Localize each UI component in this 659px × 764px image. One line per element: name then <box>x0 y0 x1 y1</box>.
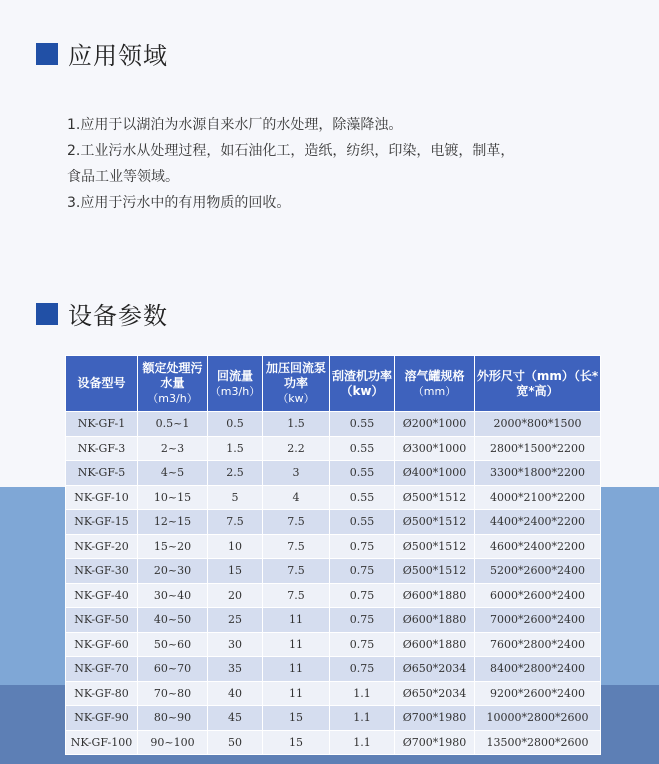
table-cell: 0.75 <box>330 559 395 584</box>
table-cell: 4400*2400*2200 <box>475 510 601 535</box>
table-cell: 7.5 <box>263 583 330 608</box>
table-cell: 15~20 <box>138 534 208 559</box>
table-cell: Ø500*1512 <box>395 485 475 510</box>
square-bullet-icon <box>36 43 58 65</box>
column-header-label: 刮渣机功率（kw） <box>331 368 392 398</box>
table-cell: NK-GF-90 <box>66 706 138 731</box>
table-cell: 1.1 <box>330 681 395 706</box>
table-row <box>66 510 601 535</box>
table-row <box>66 681 601 706</box>
table-cell: 0.55 <box>330 436 395 461</box>
table-row <box>66 412 601 437</box>
column-header-unit: （m3/h） <box>209 384 261 398</box>
table-row <box>66 559 601 584</box>
intro-line: 3.应用于污水中的有用物质的回收。 <box>67 195 291 211</box>
table-cell: 10~15 <box>138 485 208 510</box>
table-cell: NK-GF-3 <box>66 436 138 461</box>
table-cell: Ø600*1880 <box>395 632 475 657</box>
table-cell: Ø500*1512 <box>395 559 475 584</box>
table-cell: 45 <box>208 706 263 731</box>
table-row <box>66 706 601 731</box>
table-cell: 1.1 <box>330 706 395 731</box>
table-cell: 8400*2800*2400 <box>475 657 601 682</box>
table-cell: NK-GF-30 <box>66 559 138 584</box>
table-cell: Ø500*1512 <box>395 534 475 559</box>
table-cell: NK-GF-10 <box>66 485 138 510</box>
table-cell: Ø600*1880 <box>395 583 475 608</box>
column-header-unit: （kw） <box>277 392 315 405</box>
table-cell: 20 <box>208 583 263 608</box>
table-row <box>66 485 601 510</box>
table-cell: 5 <box>208 485 263 510</box>
table-cell: NK-GF-15 <box>66 510 138 535</box>
table-cell: 4~5 <box>138 461 208 486</box>
table-cell: 7.5 <box>263 510 330 535</box>
table-cell: 9200*2600*2400 <box>475 681 601 706</box>
table-cell: 4000*2100*2200 <box>475 485 601 510</box>
column-header-label: 额定处理污水量 <box>142 361 203 390</box>
column-header-label: 加压回流泵功率 <box>265 361 326 390</box>
table-cell: 2.5 <box>208 461 263 486</box>
table-cell: Ø400*1000 <box>395 461 475 486</box>
column-header <box>395 356 475 412</box>
table-row <box>66 534 601 559</box>
table-cell: 10 <box>208 534 263 559</box>
table-cell: 1.5 <box>263 412 330 437</box>
table-row <box>66 730 601 755</box>
table-cell: 2000*800*1500 <box>475 412 601 437</box>
table-cell: 4 <box>263 485 330 510</box>
table-cell: 11 <box>263 657 330 682</box>
table-header-row <box>66 356 601 412</box>
table-cell: 3300*1800*2200 <box>475 461 601 486</box>
table-cell: NK-GF-70 <box>66 657 138 682</box>
section-title: 应用领域 <box>68 42 168 70</box>
table-cell: 0.55 <box>330 412 395 437</box>
table-cell: 30~40 <box>138 583 208 608</box>
table-cell: 0.55 <box>330 485 395 510</box>
table-cell: 50 <box>208 730 263 755</box>
column-header-label: 溶气罐规格 <box>404 368 465 383</box>
table-cell: 30 <box>208 632 263 657</box>
table-cell: 1.5 <box>208 436 263 461</box>
table-cell: Ø700*1980 <box>395 730 475 755</box>
table-cell: 20~30 <box>138 559 208 584</box>
table-cell: NK-GF-50 <box>66 608 138 633</box>
column-header-label: 外形尺寸（mm）（长*宽*高） <box>476 368 599 398</box>
table-cell: 11 <box>263 608 330 633</box>
table-cell: 2~3 <box>138 436 208 461</box>
table-cell: 2800*1500*2200 <box>475 436 601 461</box>
table-cell: 0.75 <box>330 657 395 682</box>
table-cell: NK-GF-1 <box>66 412 138 437</box>
intro-line: 2.工业污水从处理过程，如石油化工，造纸，纺织，印染，电镀，制革， <box>67 143 515 159</box>
column-header <box>208 356 263 412</box>
parameters-table <box>65 355 601 755</box>
table-cell: NK-GF-40 <box>66 583 138 608</box>
table-cell: 15 <box>208 559 263 584</box>
column-header-label: 设备型号 <box>77 376 126 390</box>
section-title: 设备参数 <box>68 302 168 330</box>
table-cell: 0.75 <box>330 534 395 559</box>
table-cell: 0.5 <box>208 412 263 437</box>
table-cell: 4600*2400*2200 <box>475 534 601 559</box>
table-cell: 7.5 <box>263 534 330 559</box>
table-cell: 0.75 <box>330 608 395 633</box>
table-cell: 40 <box>208 681 263 706</box>
table-cell: 0.55 <box>330 461 395 486</box>
table-cell: NK-GF-100 <box>66 730 138 755</box>
table-cell: 25 <box>208 608 263 633</box>
column-header-unit: （mm） <box>412 384 457 398</box>
table-cell: 0.75 <box>330 583 395 608</box>
table-cell: 7.5 <box>208 510 263 535</box>
table-cell: 7600*2800*2400 <box>475 632 601 657</box>
table-cell: 3 <box>263 461 330 486</box>
table-cell: 50~60 <box>138 632 208 657</box>
table-cell: 80~90 <box>138 706 208 731</box>
table-cell: 0.5~1 <box>138 412 208 437</box>
square-bullet-icon <box>36 303 58 325</box>
table-row <box>66 657 601 682</box>
table-cell: 6000*2600*2400 <box>475 583 601 608</box>
intro-line: 1.应用于以湖泊为水源自来水厂的水处理，除藻降浊。 <box>67 117 403 133</box>
table-cell: NK-GF-20 <box>66 534 138 559</box>
column-header-label: 回流量 <box>216 368 253 383</box>
table-cell: Ø600*1880 <box>395 608 475 633</box>
column-header <box>66 356 138 412</box>
table-cell: 11 <box>263 681 330 706</box>
table-cell: Ø650*2034 <box>395 657 475 682</box>
table-cell: 10000*2800*2600 <box>475 706 601 731</box>
table-cell: Ø700*1980 <box>395 706 475 731</box>
table-cell: Ø500*1512 <box>395 510 475 535</box>
table-row <box>66 436 601 461</box>
intro-line: 食品工业等领域。 <box>67 169 179 185</box>
table-cell: 40~50 <box>138 608 208 633</box>
table-cell: 11 <box>263 632 330 657</box>
table-row <box>66 583 601 608</box>
table-cell: 60~70 <box>138 657 208 682</box>
table-cell: Ø650*2034 <box>395 681 475 706</box>
table-row <box>66 632 601 657</box>
table-row <box>66 608 601 633</box>
column-header <box>330 356 395 412</box>
column-header <box>138 356 208 412</box>
table-row <box>66 461 601 486</box>
table-cell: NK-GF-60 <box>66 632 138 657</box>
table-cell: 90~100 <box>138 730 208 755</box>
application-description <box>67 112 627 216</box>
table-cell: 7000*2600*2400 <box>475 608 601 633</box>
table-cell: 15 <box>263 730 330 755</box>
column-header <box>263 356 330 412</box>
table-body <box>66 412 601 755</box>
table-cell: 13500*2800*2600 <box>475 730 601 755</box>
table-cell: 0.55 <box>330 510 395 535</box>
table-cell: 7.5 <box>263 559 330 584</box>
column-header <box>475 356 601 412</box>
table-cell: 0.75 <box>330 632 395 657</box>
table-cell: NK-GF-5 <box>66 461 138 486</box>
table-cell: 15 <box>263 706 330 731</box>
column-header-unit: （m3/h） <box>147 392 198 405</box>
table-cell: 2.2 <box>263 436 330 461</box>
table-cell: 1.1 <box>330 730 395 755</box>
table-cell: 70~80 <box>138 681 208 706</box>
table-cell: Ø200*1000 <box>395 412 475 437</box>
table-cell: NK-GF-80 <box>66 681 138 706</box>
section-parameters-heading <box>36 296 168 331</box>
table-cell: 35 <box>208 657 263 682</box>
table-cell: Ø300*1000 <box>395 436 475 461</box>
table-cell: 12~15 <box>138 510 208 535</box>
table-cell: 5200*2600*2400 <box>475 559 601 584</box>
section-application-heading <box>36 36 168 71</box>
